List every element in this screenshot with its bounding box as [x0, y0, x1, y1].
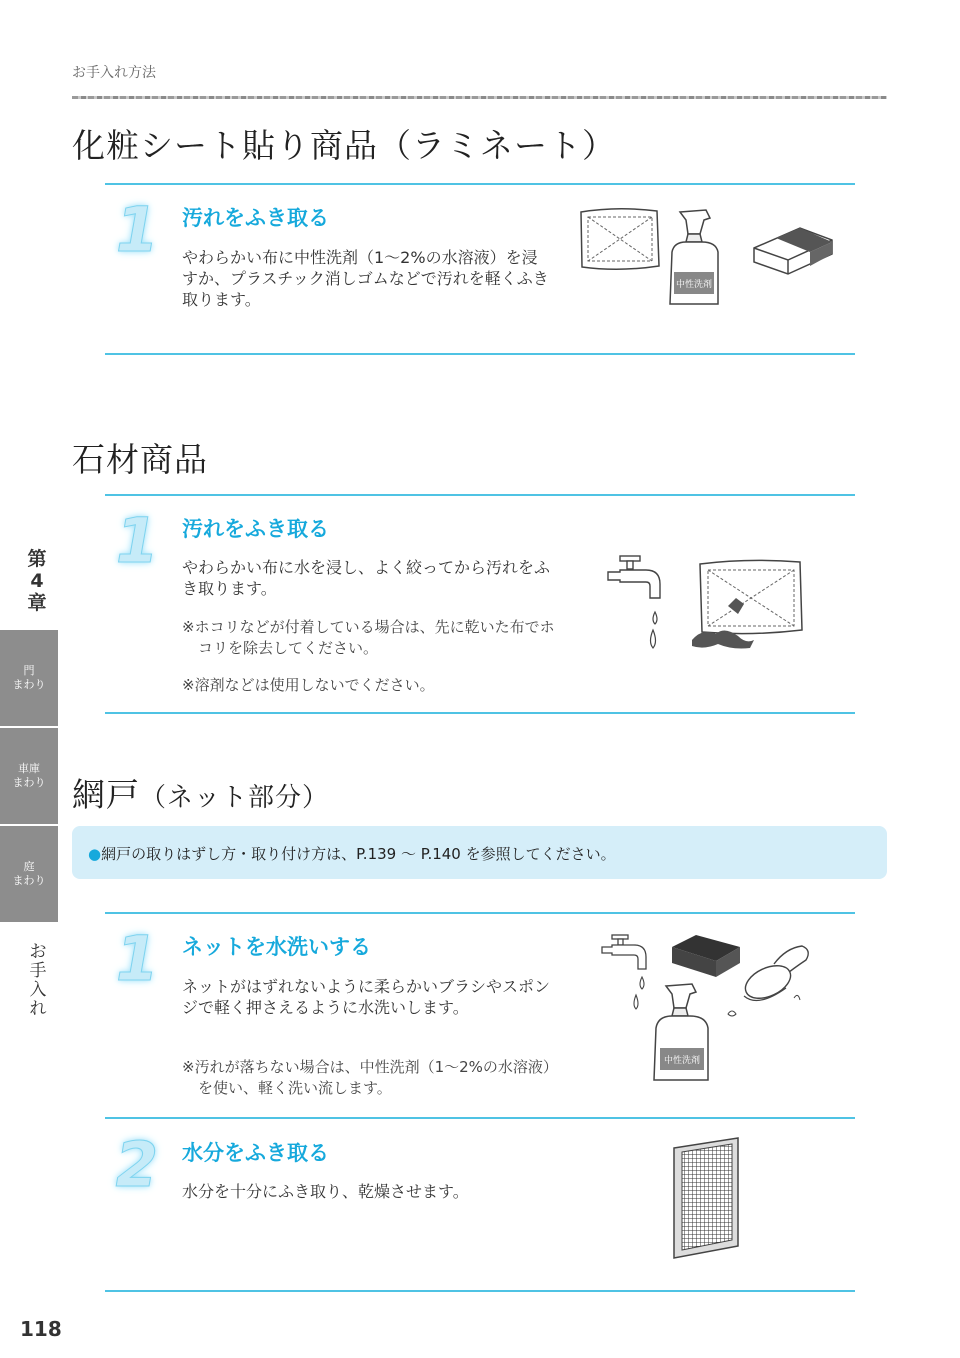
tab-char: お [29, 942, 47, 962]
wet-cloth-icon [688, 556, 806, 652]
chapter-char: 4 [30, 570, 44, 592]
tab-label: 庭 [23, 860, 35, 873]
step-title: 水分をふき取る [182, 1141, 329, 1165]
chapter-char: 第 [27, 548, 47, 570]
faucet-icon [600, 933, 650, 1013]
info-bullet: ● [88, 845, 102, 863]
divider [105, 183, 855, 185]
step-body: ネットがはずれないように柔らかいブラシやスポンジで軽く押さえるように水洗いします。 [182, 977, 551, 1017]
bottle-label: 中性洗剤 [663, 1056, 700, 1066]
eraser-icon [750, 222, 836, 278]
step-note: ※汚れが落ちない場合は、中性洗剤（1〜2%の水溶液）を使い、軽く洗い流します。 [182, 1058, 558, 1097]
step-number: 1 [108, 922, 165, 995]
running-header: お手入れ方法 [72, 65, 156, 81]
section-title-suffix: （ネット部分） [140, 783, 330, 813]
step-body: やわらかい布に水を浸し、よく絞ってから汚れをふき取ります。 [182, 558, 551, 598]
divider [105, 1290, 855, 1292]
divider [105, 912, 855, 914]
step-number: 1 [108, 504, 165, 577]
sidebar-tab-garage[interactable] [0, 728, 58, 824]
header-divider [72, 96, 887, 99]
spray-bottle-icon [652, 982, 712, 1084]
tab-label: まわり [12, 874, 46, 887]
step-title: 汚れをふき取る [182, 206, 329, 230]
tab-label: まわり [12, 776, 46, 789]
step-number: 2 [108, 1128, 165, 1201]
sidebar-tab-gate[interactable] [0, 630, 58, 726]
tab-char: れ [29, 999, 47, 1019]
faucet-icon [606, 554, 666, 654]
step-title: ネットを水洗いする [182, 935, 371, 959]
step-note: ※溶剤などは使用しないでください。 [182, 676, 435, 694]
chapter-char: 章 [27, 592, 47, 614]
tab-label: 車庫 [18, 762, 40, 775]
page-number: 118 [20, 1317, 62, 1341]
tab-label: 門 [23, 664, 35, 677]
info-text [88, 843, 616, 864]
sidebar-tab-garden[interactable] [0, 826, 58, 922]
step-note: ※ホコリなどが付着している場合は、先に乾いた布でホコリを除去してください。 [182, 618, 555, 657]
divider [105, 353, 855, 355]
section-title-laminate: 化粧シート貼り商品（ラミネート） [72, 126, 616, 165]
tab-char: 手 [29, 961, 47, 981]
step-title: 汚れをふき取る [182, 517, 329, 541]
step-body: やわらかい布に中性洗剤（1〜2%の水溶液）を浸すか、プラスチック消しゴムなどで汚れを軽くふき取ります。 [182, 248, 549, 309]
info-text-body: 網戸の取りはずし方・取り付け方は、P.139 〜 P.140 を参照してください。 [101, 845, 616, 863]
step-body: 水分を十分にふき取り、乾燥させます。 [182, 1182, 469, 1201]
section-title-screen [72, 769, 329, 816]
spray-bottle-icon [666, 208, 722, 308]
step-number: 1 [108, 193, 165, 266]
divider [105, 712, 855, 714]
divider [105, 494, 855, 496]
section-title-main: 網戸 [72, 775, 140, 814]
bottle-label: 中性洗剤 [675, 280, 712, 290]
section-title-stone: 石材商品 [72, 440, 208, 479]
sidebar-tab-maintenance[interactable] [26, 943, 50, 1019]
tab-char: 入 [29, 980, 47, 1000]
divider [105, 1117, 855, 1119]
chapter-label [22, 548, 52, 614]
cloth-icon [577, 206, 662, 272]
tab-label: まわり [12, 678, 46, 691]
screen-panel-icon [668, 1134, 744, 1262]
brush-icon [724, 942, 814, 1022]
